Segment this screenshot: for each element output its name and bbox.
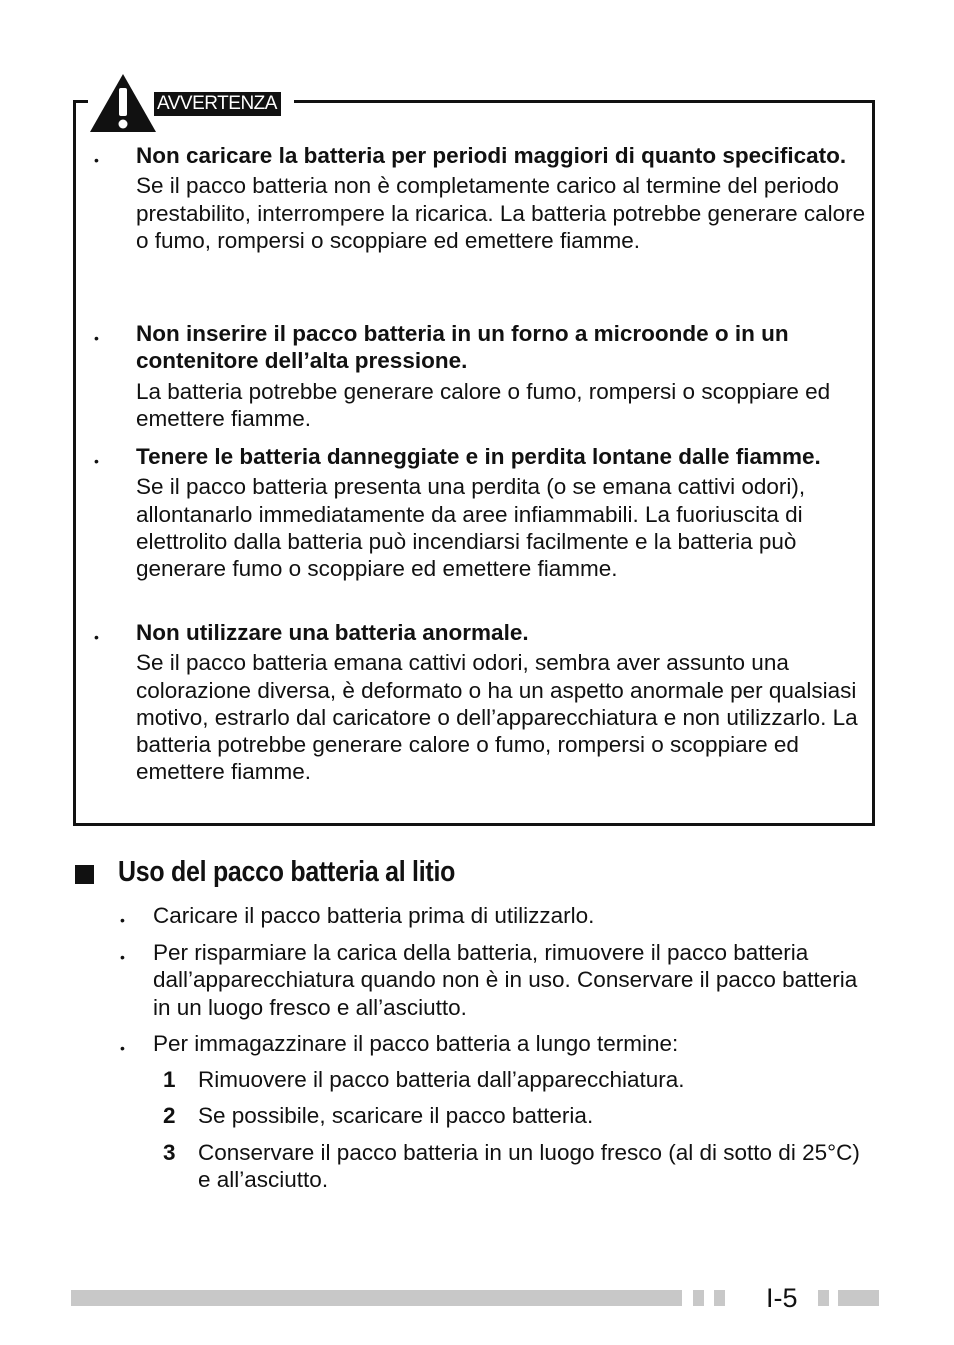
- step-text: Se possibile, scaricare il pacco batteria.: [198, 1103, 594, 1128]
- step-number: 1: [163, 1067, 176, 1092]
- bullet-icon: •: [120, 912, 125, 928]
- bullet-icon: •: [94, 330, 99, 346]
- bullet-icon: •: [94, 629, 99, 645]
- warning-item: [136, 443, 866, 582]
- footer-square: [818, 1290, 829, 1306]
- warning-item-heading: Tenere le batteria danneggiate e in perdita lontane dalle fiamme.: [136, 444, 821, 469]
- list-item: Per risparmiare la carica della batteria, rimuovere il pacco batteria dall’apparecchiatura quando non è in uso. Conservare il pacco batteria in un luogo fresco e all’asciutto.: [153, 940, 858, 1020]
- step-number: 3: [163, 1140, 176, 1165]
- warning-item-heading: Non inserire il pacco batteria in un forno a microonde o in un contenitore dell’alta pressione.: [136, 321, 789, 374]
- warning-item: [136, 320, 866, 432]
- footer-bar: [71, 1290, 682, 1306]
- section-square-icon: [75, 865, 94, 884]
- warning-item: [136, 142, 866, 254]
- page-number: I-5: [766, 1283, 798, 1313]
- warning-label: AVVERTENZA: [154, 92, 281, 116]
- warning-item-heading: Non utilizzare una batteria anormale.: [136, 620, 529, 645]
- bullet-icon: •: [94, 453, 99, 469]
- bullet-icon: •: [120, 949, 125, 965]
- warning-item-body: La batteria potrebbe generare calore o fumo, rompersi o scoppiare ed emettere fiamme.: [136, 378, 831, 431]
- section-title: Uso del pacco batteria al litio: [118, 856, 456, 888]
- bullet-icon: •: [120, 1040, 125, 1056]
- bullet-icon: •: [94, 152, 99, 168]
- warning-item-heading: Non caricare la batteria per periodi maggiori di quanto specificato.: [136, 143, 847, 168]
- warning-item-body: Se il pacco batteria emana cattivi odori, sembra aver assunto una colorazione diversa, è deformato o ha un aspetto anormale per qualsiasi motivo, estrarlo dal caricatore o dell’apparecchiatura e non utilizzarlo. La batteria potrebbe generare calore o fumo, rompersi o scoppiare ed emettere fiamme.: [136, 650, 858, 785]
- warning-item-body: Se il pacco batteria presenta una perdita (o se emana cattivi odori), allontanarlo immediatamente da aree infiammabili. La fuoriuscita di elettrolito dalla batteria può incendiarsi facilmente e la batteria può generare fumo o scoppiare ed emettere fiamme.: [136, 474, 806, 582]
- step-text: Rimuovere il pacco batteria dall’apparecchiatura.: [198, 1067, 685, 1092]
- footer-bar: [838, 1290, 879, 1306]
- warning-triangle-icon: [88, 74, 158, 134]
- footer-square: [693, 1290, 704, 1306]
- list-item: Per immagazzinare il pacco batteria a lungo termine:: [153, 1031, 679, 1056]
- warning-badge: [88, 74, 294, 134]
- warning-item-body: Se il pacco batteria non è completamente carico al termine del periodo prestabilito, interrompere la ricarica. La batteria potrebbe generare calore o fumo, rompersi o scoppiare ed emettere fiamme.: [136, 173, 866, 253]
- footer-square: [714, 1290, 725, 1306]
- list-item: Caricare il pacco batteria prima di utilizzarlo.: [153, 903, 595, 928]
- warning-item: [136, 619, 866, 786]
- step-number: 2: [163, 1103, 176, 1128]
- step-text: Conservare il pacco batteria in un luogo fresco (al di sotto di 25°C) e all’asciutto.: [198, 1140, 860, 1193]
